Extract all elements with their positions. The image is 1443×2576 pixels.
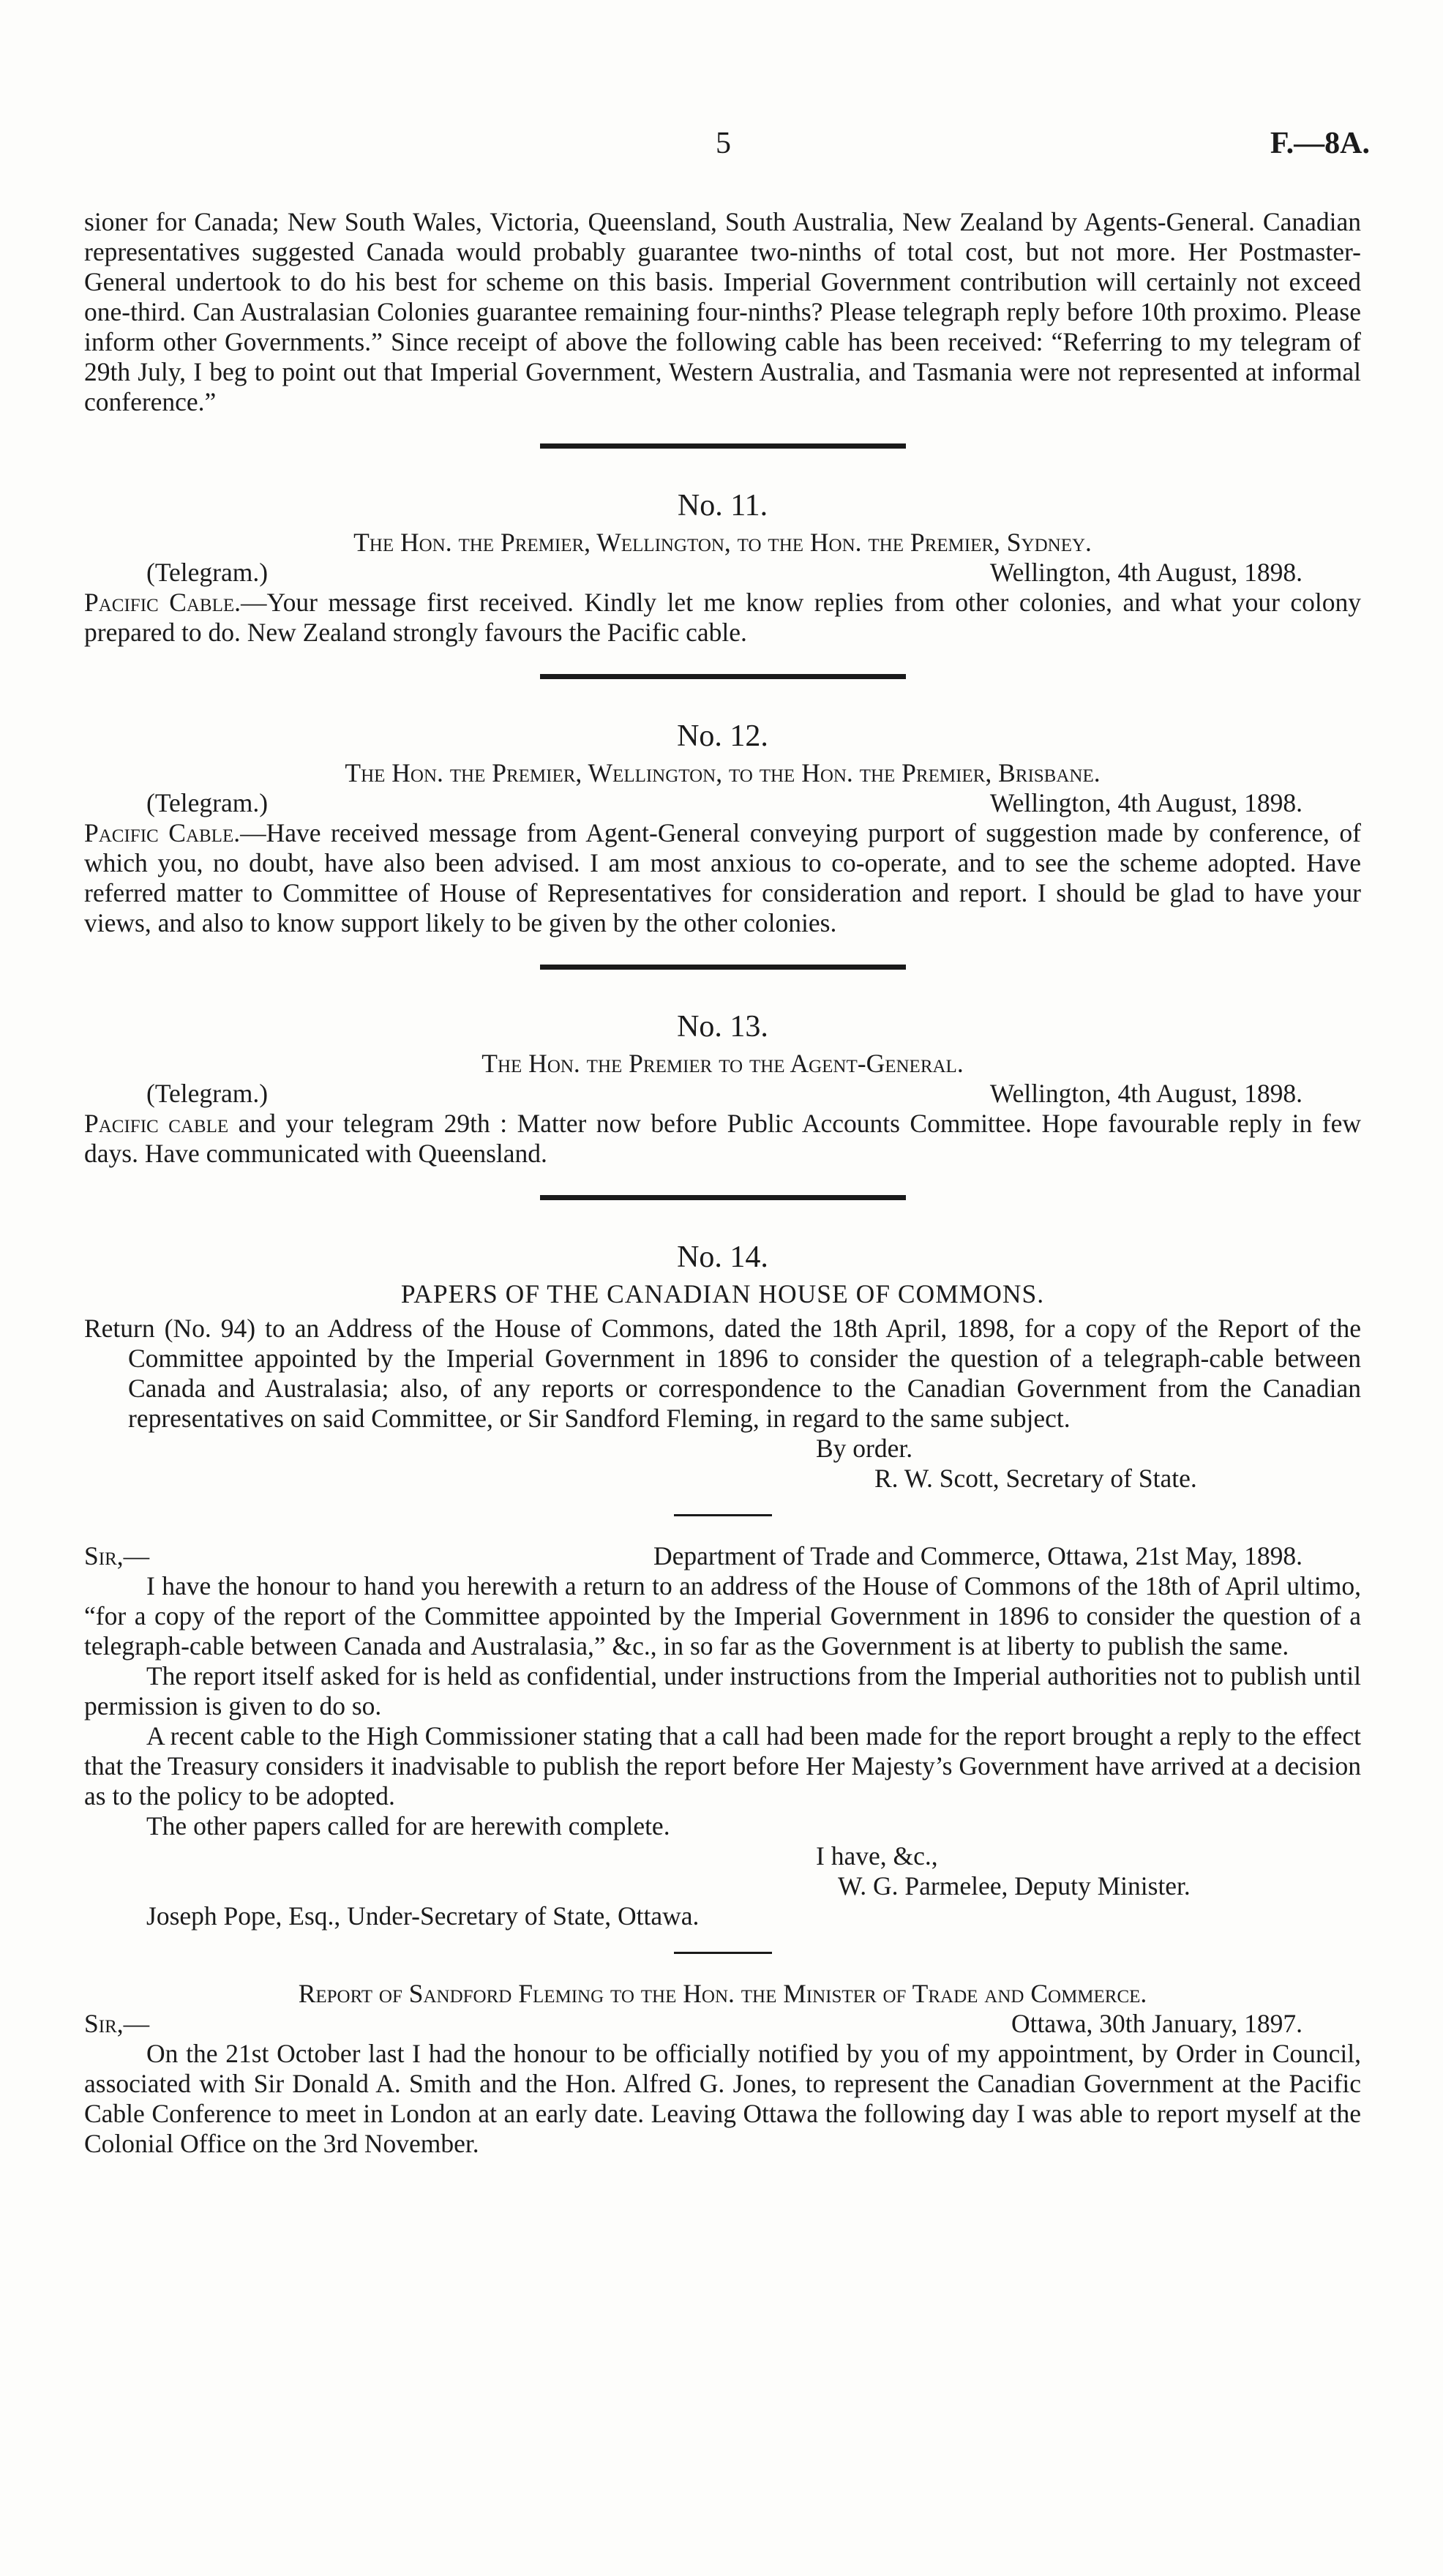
letter-paragraph: I have the honour to hand you herewith a return to an address of the House of Commons of the 18th of April ultimo, “for a copy of the report of the Committee appointed by the Imperial Government in 1896 to consider the question of a telegraph-cable between Canada and Australasia,” &c., in so far as the Government is at liberty to publish the same.: [84, 1571, 1361, 1660]
document-reference: F.—8A.: [1270, 127, 1370, 160]
letter-trade-and-commerce: [84, 1541, 1361, 1931]
letter-paragraph: The report itself asked for is held as confidential, under instructions from the Imperial authorities not to publish until permission is given to do so.: [84, 1661, 1361, 1721]
report-heading-line: [84, 2009, 1361, 2039]
section-divider: [540, 1195, 906, 1200]
place-date: Ottawa, 30th January, 1897.: [1011, 2009, 1303, 2038]
letter-heading-line: [84, 1541, 1361, 1571]
salutation: Sir,—: [84, 2009, 150, 2038]
section-no-11: [84, 488, 1361, 648]
telegram-body: Pacific Cable.—Have received message from Agent-General conveying purport of suggestion made by conference, of which you, no doubt, have also been advised. I am most anxious to co-operate, and to see the scheme adopted. Have referred matter to Committee of House of Representatives for consideration and report. I should be glad to have your views, and also to know support likely to be given by the other colonies.: [84, 818, 1361, 937]
letter-closing: I have, &c.,: [816, 1841, 938, 1871]
place-date: Wellington, 4th August, 1898.: [989, 558, 1303, 587]
section-divider: [540, 674, 906, 679]
telegram-body: Pacific Cable.—Your message first received. Kindly let me know replies from other colonies, and what your colony prepared to do. New Zealand strongly favours the Pacific cable.: [84, 588, 1362, 647]
document-body: [84, 207, 1361, 2159]
section-heading: The Hon. the Premier to the Agent-General.: [481, 1049, 964, 1078]
report-paragraph: On the 21st October last I had the honour to be officially notified by you of my appointment, by Order in Council, associated with Sir Donald A. Smith and the Hon. Alfred G. Jones, to represent the Canadian Government at the Pacific Cable Conference to meet in London at an early date. Leaving Ottawa the following day I was able to report myself at the Colonial Office on the 3rd November.: [84, 2039, 1361, 2158]
telegram-line: [84, 788, 1361, 818]
section-number: No. 13.: [677, 1010, 768, 1044]
section-heading: The Hon. the Premier, Wellington, to the Hon. the Premier, Sydney.: [353, 528, 1092, 557]
section-no-14: [84, 1240, 1361, 1516]
section-heading: The Hon. the Premier, Wellington, to the Hon. the Premier, Brisbane.: [345, 758, 1101, 787]
telegram-label: (Telegram.): [146, 1079, 269, 1108]
section-no-12: [84, 719, 1361, 938]
return-paragraph: Return (No. 94) to an Address of the House of Commons, dated the 18th April, 1898, for a copy of the Report of the Committee appointed by the Imperial Government in 1896 to consider the question of a telegraph-cable between Canada and Australasia; also, of any reports or correspondence to the Canadian Government from the Canadian representatives on said Committee, or Sir Sandford Fleming, in regard to the same subject.: [84, 1314, 1361, 1433]
by-order: By order.: [816, 1434, 913, 1463]
telegram-label: (Telegram.): [146, 558, 269, 587]
telegram-line: [84, 1079, 1361, 1109]
telegram-subject: Pacific Cable.: [84, 818, 241, 847]
letter-paragraph: The other papers called for are herewith complete.: [146, 1811, 670, 1841]
page-header: [0, 129, 1443, 165]
letter-signature: W. G. Parmelee, Deputy Minister.: [838, 1871, 1191, 1901]
opening-paragraph: sioner for Canada; New South Wales, Victoria, Queensland, South Australia, New Zealand by Agents-General. Canadian representatives suggested Canada would probably guarantee two-ninths of total cost, but not more. Her Postmaster-General undertook to do his best for scheme on this basis. Imperial Government contribution will certainly not exceed one-third. Can Australasian Colonies guarantee remaining four-ninths? Please telegraph reply before 10th proximo. Please inform other Governments.” Since receipt of above the following cable has been received: “Referring to my telegram of 29th July, I beg to point out that Imperial Government, Western Australia, and Tasmania were not represented at informal conference.”: [84, 207, 1361, 416]
salutation: Sir,—: [84, 1541, 150, 1570]
signature-rule: [674, 1514, 772, 1516]
section-divider: [540, 965, 906, 970]
section-divider: [674, 1952, 772, 1954]
letter-addressee: Joseph Pope, Esq., Under-Secretary of State, Ottawa.: [146, 1901, 700, 1931]
section-number: No. 12.: [677, 719, 768, 753]
letter-paragraph: A recent cable to the High Commissioner stating that a call had been made for the report brought a reply to the effect that the Treasury considers it inadvisable to publish the report before Her Majesty’s Government have arrived at a decision as to the policy to be adopted.: [84, 1721, 1361, 1811]
report-sandford-fleming: [84, 1979, 1361, 2159]
place-date: Wellington, 4th August, 1898.: [989, 1079, 1303, 1108]
place-date: Department of Trade and Commerce, Ottawa, 21st May, 1898.: [653, 1541, 1303, 1570]
report-title: Report of Sandford Fleming to the Hon. the Minister of Trade and Commerce.: [298, 1979, 1147, 2008]
telegram-subject: Pacific cable: [84, 1109, 229, 1138]
place-date: Wellington, 4th August, 1898.: [989, 788, 1303, 817]
section-number: No. 14.: [677, 1240, 768, 1274]
section-number: No. 11.: [677, 489, 768, 523]
telegram-subject: Pacific Cable.: [84, 588, 241, 617]
section-title: PAPERS OF THE CANADIAN HOUSE OF COMMONS.: [400, 1279, 1045, 1308]
telegram-line: [84, 558, 1361, 588]
telegram-body: Pacific cable and your telegram 29th : Matter now before Public Accounts Committee. Hope favourable reply in few days. Have communicated with Queensland.: [84, 1109, 1361, 1168]
section-no-13: [84, 1009, 1361, 1169]
page-number: 5: [716, 127, 731, 160]
signatory: R. W. Scott, Secretary of State.: [874, 1464, 1197, 1493]
section-divider: [540, 443, 906, 449]
telegram-label: (Telegram.): [146, 788, 269, 817]
